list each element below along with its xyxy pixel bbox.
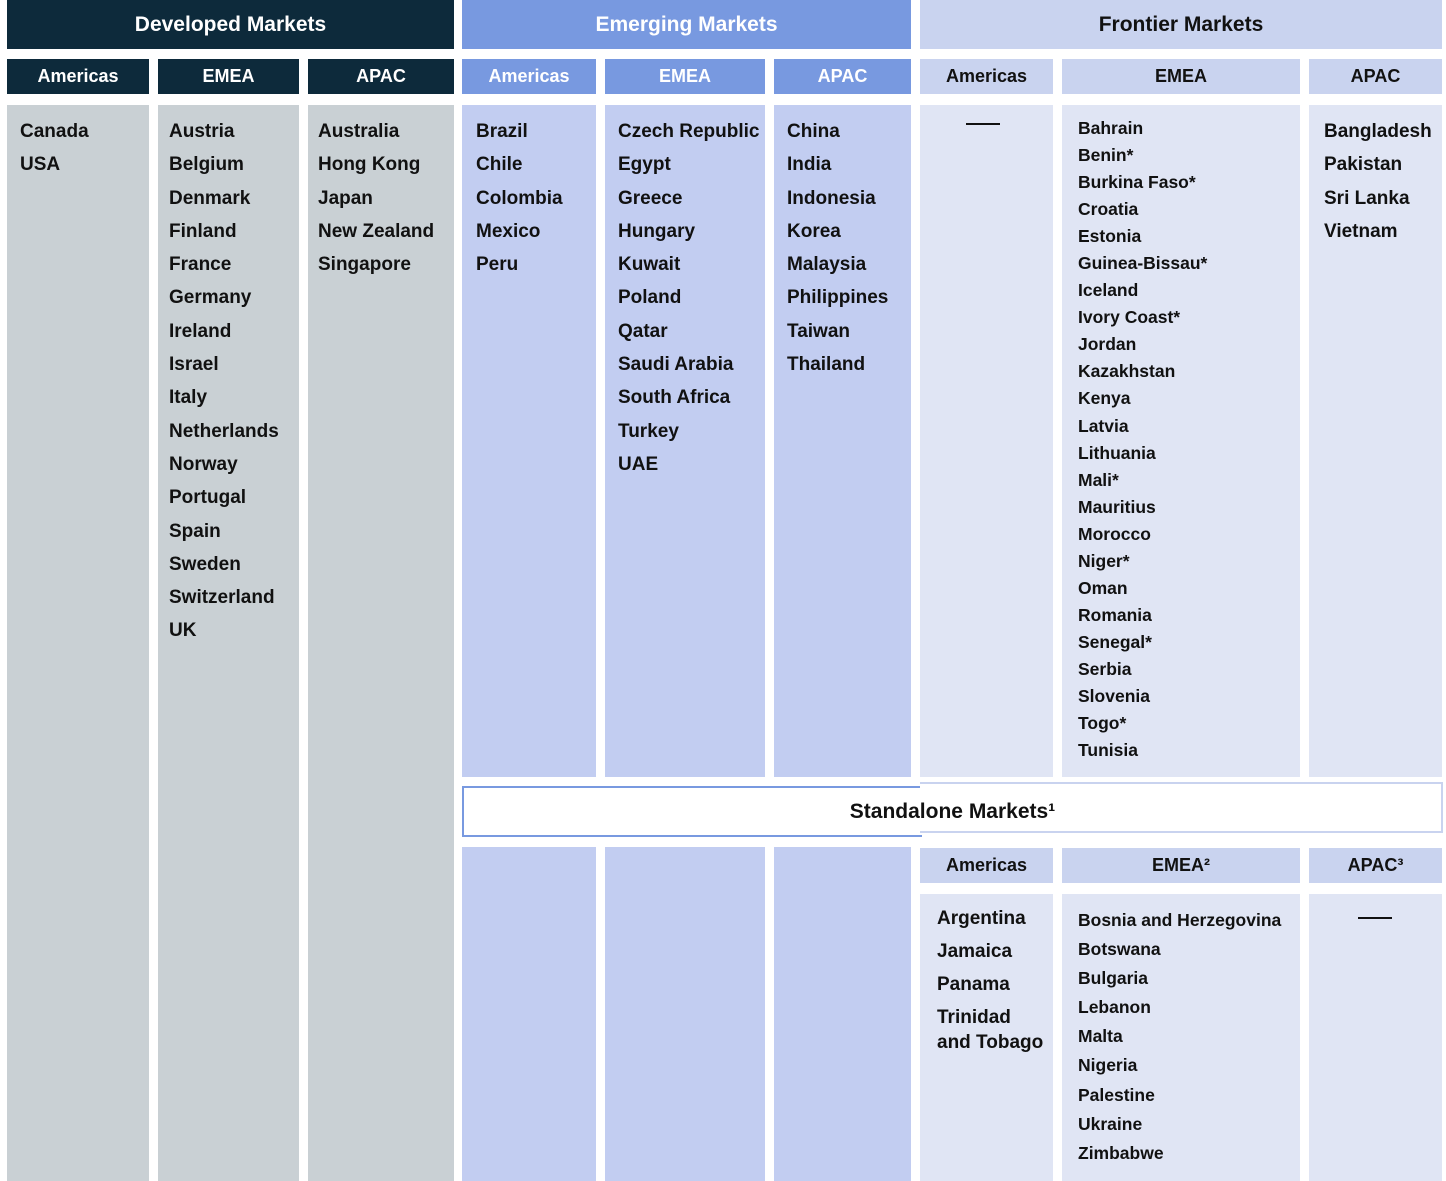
developed-americas-list [20,115,89,182]
developed-markets-title: Developed Markets [134,12,327,36]
region-label: EMEA [202,66,255,86]
frontier-markets-title: Frontier Markets [1098,12,1264,36]
country-item: Croatia [1078,199,1139,220]
country-item: Sweden [169,553,241,575]
country-item: Egypt [618,154,671,176]
country-item: Norway [169,453,238,475]
country-item: Germany [169,287,252,309]
country-item: Italy [169,387,208,409]
country-item: Colombia [476,187,563,209]
emerging-apac-header [774,59,911,94]
standalone-emea-header [1062,848,1300,883]
developed-americas-column [7,105,149,1181]
developed-emea-header [158,59,299,94]
country-item: Serbia [1078,658,1132,679]
country-item: Lebanon [1078,997,1151,1018]
region-label: EMEA [1154,66,1207,86]
frontier-apac-list [1324,115,1432,248]
emerging-americas-header [462,59,596,94]
country-item: Philippines [787,287,889,309]
country-item: Iceland [1078,280,1139,301]
frontier-apac-column [1309,105,1442,777]
region-label: EMEA [658,66,711,86]
region-label: APAC [1350,66,1401,86]
country-item: Niger* [1078,550,1130,571]
country-item: Mauritius [1078,496,1156,517]
standalone-markets-title: Standalone Markets¹ [849,799,1056,823]
standalone-americas-column [920,894,1053,1181]
country-item: Panama [937,974,1010,995]
country-item: Israel [169,354,219,376]
country-item: Bangladesh [1324,121,1432,142]
country-item: Estonia [1078,226,1142,247]
country-item: Trinidad and Tobago [937,1007,1044,1053]
frontier-emea-column [1062,105,1300,777]
region-label: APAC [356,66,406,86]
emerging-americas-column-lower [462,847,596,1181]
country-item: Benin* [1078,145,1134,166]
country-item: Ukraine [1078,1113,1143,1134]
country-item: Finland [169,220,237,242]
country-item: France [169,254,232,276]
country-item: Qatar [618,320,668,342]
country-item: Hong Kong [318,154,421,176]
country-item: Slovenia [1078,685,1150,706]
frontier-emea-header [1062,59,1300,94]
standalone-americas-list [937,906,1047,1063]
country-item: Palestine [1078,1084,1155,1105]
country-item: Senegal* [1078,631,1152,652]
emerging-emea-header [605,59,765,94]
country-item: Belgium [169,154,244,176]
emerging-americas-list [476,115,563,281]
country-item: Mexico [476,220,541,242]
emerging-markets-header [462,0,911,49]
country-item: South Africa [618,387,731,409]
standalone-americas-header [920,848,1053,883]
empty-dash [966,123,1000,125]
region-label: APAC [817,66,868,86]
developed-apac-list [318,115,434,281]
country-item: Kazakhstan [1078,361,1176,382]
country-item: China [787,121,840,142]
country-item: Vietnam [1324,220,1398,242]
country-item: Hungary [618,220,696,242]
country-item: Latvia [1078,415,1129,436]
country-item: Brazil [476,121,528,142]
country-item: Zimbabwe [1078,1142,1164,1163]
country-item: Portugal [169,487,247,509]
country-item: Ivory Coast* [1078,307,1181,328]
country-item: Thailand [787,354,866,376]
country-item: Peru [476,254,519,276]
emerging-markets-title: Emerging Markets [595,12,778,36]
developed-americas-header [7,59,149,94]
frontier-markets-header [920,0,1442,49]
country-item: Sri Lanka [1324,187,1410,209]
country-item: Jordan [1078,334,1137,355]
emerging-emea-list [618,115,759,481]
country-item: Guinea-Bissau* [1078,253,1208,274]
country-item: Tunisia [1078,740,1138,761]
country-item: Taiwan [787,320,850,342]
country-item: Romania [1078,604,1152,625]
country-item: USA [20,154,61,176]
region-label: Americas [488,66,570,86]
empty-dash [1358,917,1392,919]
country-item: Botswana [1078,939,1161,960]
country-item: Czech Republic [618,121,760,142]
country-item: Oman [1078,577,1128,598]
country-item: Argentina [937,908,1026,929]
country-item: Japan [318,187,373,209]
country-item: Malta [1078,1026,1123,1047]
country-item: Spain [169,520,221,542]
country-item: Bahrain [1078,118,1144,138]
developed-emea-column [158,105,299,1181]
standalone-apac-column [1309,894,1442,1181]
standalone-apac-header [1309,848,1442,883]
region-label: Americas [37,66,119,86]
country-item: Denmark [169,187,251,209]
frontier-americas-column [920,105,1053,777]
country-item: India [787,154,832,176]
country-item: Greece [618,187,683,209]
country-item: Bosnia and Herzegovina [1078,910,1282,930]
country-item: Canada [20,121,89,142]
developed-apac-column [308,105,454,1181]
country-item: Nigeria [1078,1055,1138,1076]
emerging-americas-column [462,105,596,777]
country-item: Malaysia [787,254,867,276]
standalone-markets-header [462,786,1443,837]
developed-emea-list [169,115,279,648]
frontier-emea-list [1078,115,1207,764]
frontier-americas-header [920,59,1053,94]
country-item: Australia [318,121,400,142]
standalone-emea-column [1062,894,1300,1181]
region-label: EMEA² [1152,855,1210,875]
country-item: Saudi Arabia [618,354,734,376]
standalone-emea-list [1078,906,1281,1168]
country-item: Mali* [1078,469,1119,490]
country-item: Kuwait [618,254,681,276]
country-item: Poland [618,287,682,309]
developed-markets-header [7,0,454,49]
country-item: Lithuania [1078,442,1156,463]
country-item: Chile [476,154,523,176]
country-item: Singapore [318,254,411,276]
country-item: Burkina Faso* [1078,172,1196,193]
country-item: Morocco [1078,523,1151,544]
country-item: Austria [169,121,235,142]
country-item: Kenya [1078,388,1131,409]
developed-apac-header [308,59,454,94]
emerging-apac-list [787,115,888,381]
frontier-apac-header [1309,59,1442,94]
country-item: Bulgaria [1078,968,1149,989]
country-item: Indonesia [787,187,876,209]
emerging-apac-column [774,105,911,777]
region-label: Americas [945,66,1028,86]
country-item: Ireland [169,320,232,342]
country-item: UK [169,620,197,642]
country-item: UAE [618,453,659,475]
region-label: Americas [945,855,1028,875]
country-item: Pakistan [1324,154,1403,176]
emerging-apac-column-lower [774,847,911,1181]
country-item: Jamaica [937,941,1013,962]
emerging-emea-column [605,105,765,777]
emerging-emea-column-lower [605,847,765,1181]
country-item: Netherlands [169,420,279,442]
country-item: New Zealand [318,220,435,242]
country-item: Turkey [618,420,679,442]
country-item: Togo* [1078,713,1127,734]
region-label: APAC³ [1347,855,1404,875]
country-item: Korea [787,220,841,242]
country-item: Switzerland [169,587,275,609]
